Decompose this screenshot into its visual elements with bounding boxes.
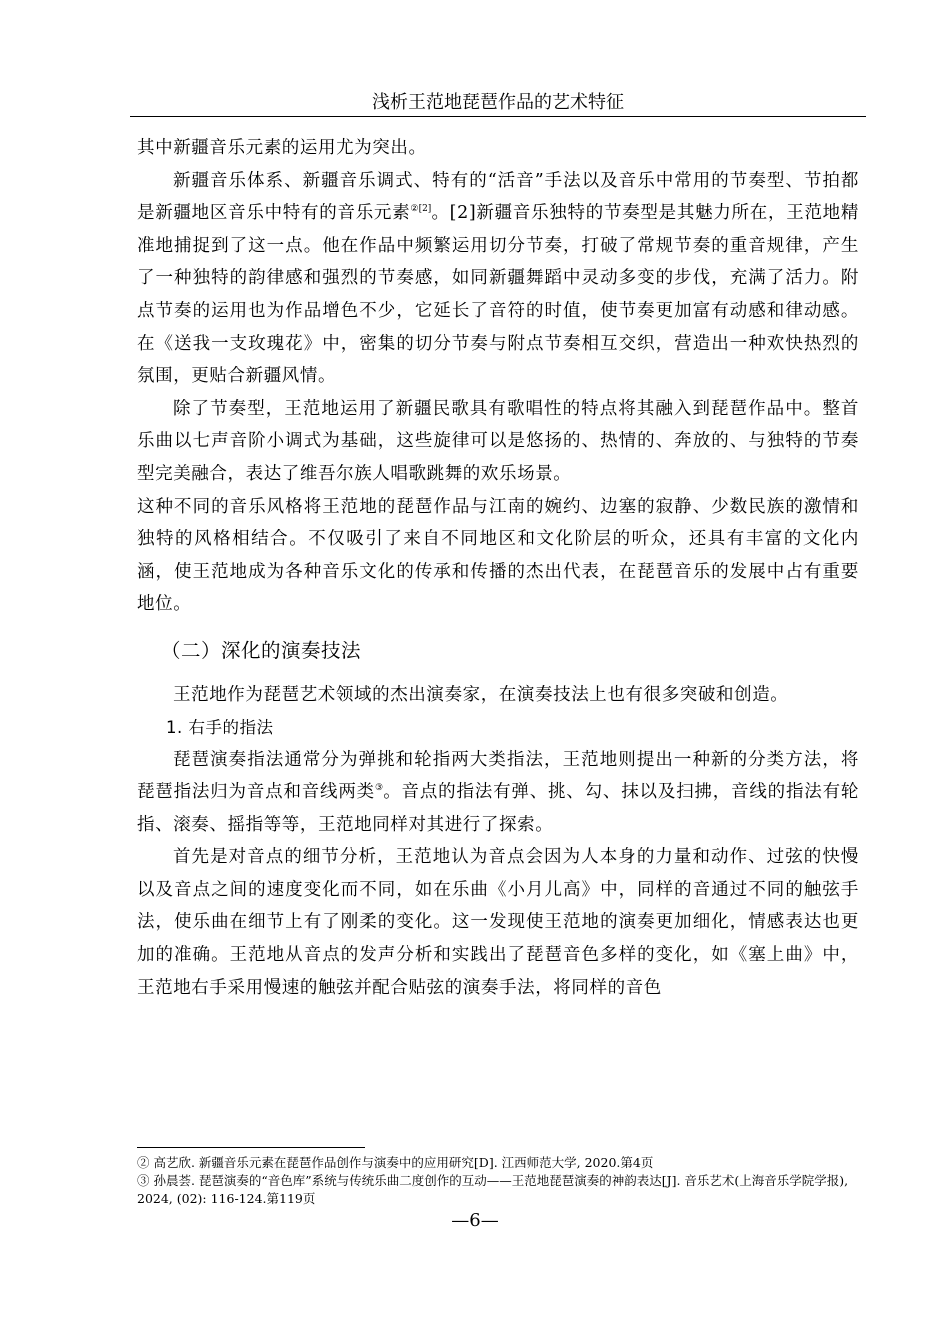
- paragraph-2-text-a: 新疆音乐体系、新疆音乐调式、特有的“活音”手法以及音乐中常用的节奏型、节拍都是新疆地区音乐中特有的音乐元素: [137, 170, 859, 224]
- paragraph-7: 首先是对音点的细节分析，王范地认为音点会因为人本身的力量和动作、过弦的快慢以及音点之间的速度变化而不同，如在乐曲《小月儿高》中，同样的音通过不同的触弦手法，使乐曲在细节上有了刚柔的变化。这一发现使王范地的演奏更加细化，情感表达也更加的准确。王范地从音点的发声分析和实践出了琵琶音色多样的变化，如《塞上曲》中，王范地右手采用慢速的触弦并配合贴弦的演奏手法，将同样的音色: [137, 847, 859, 998]
- paragraph-3: 除了节奏型，王范地运用了新疆民歌具有歌唱性的特点将其融入到琵琶作品中。整首乐曲以七声音阶小调式为基础，这些旋律可以是悠扬的、热情的、奔放的、与独特的节奏型完美融合，表达了维吾尔族人唱歌跳舞的欢乐场景。: [137, 398, 859, 484]
- paragraph-2-text-b: 。[2]新疆音乐独特的节奏型是其魅力所在，王范地精准地捕捉到了这一点。他在作品中频繁运用切分节奏，打破了常规节奏的重音规律，产生了一种独特的韵律感和强烈的节奏感，如同新疆舞蹈中灵动多变的步伐，充满了活力。附点节奏的运用也为作品增色不少，它延长了音符的时值，使节奏更加富有动感和律动感。在《送我一支玫瑰花》中，密集的切分节奏与附点节奏相互交织，营造出一种欢快热烈的氛围，更贴合新疆风情。: [137, 203, 859, 387]
- footnotes: [137, 1154, 867, 1208]
- paragraph-6-text-a: 琵琶演奏指法通常分为弹挑和轮指两大类指法，王范地则提出一种新的分类方法，将琵琶指法归为音点和音线两类: [137, 749, 859, 803]
- paragraph-1: 其中新疆音乐元素的运用尤为突出。: [137, 138, 427, 158]
- page-number: —6—: [451, 1210, 499, 1231]
- footnote-3: ③ 孙晨荟. 琵琶演奏的“音色库”系统与传统乐曲二度创作的互动——王范地琵琶演奏的神韵表达[J]. 音乐艺术(上海音乐学院学报), 2024, (02): 116-124.第119页: [137, 1173, 849, 1206]
- paragraph-6: [137, 744, 859, 842]
- footnote-ref-2: ②[2]: [410, 204, 432, 215]
- paragraph-5: 王范地作为琵琶艺术领域的杰出演奏家，在演奏技法上也有很多突破和创造。: [173, 684, 789, 705]
- header-rule: [130, 116, 866, 117]
- footnote-rule: [137, 1147, 365, 1148]
- main-content: [137, 132, 859, 1004]
- paragraph-6-text-b: 。音点的指法有弹、挑、勾、抹以及扫拂，音线的指法有轮指、滚奏、摇指等等，王范地同样对其进行了探索。: [137, 782, 859, 835]
- paragraph-4: 这种不同的音乐风格将王范地的琵琶作品与江南的婉约、边塞的寂静、少数民族的激情和独特的风格相结合。不仅吸引了来自不同地区和文化阶层的听众，还具有丰富的文化内涵，使王范地成为各种音乐文化的传承和传播的杰出代表，在琵琶音乐的发展中占有重要地位。: [137, 496, 859, 615]
- section-heading: （二）深化的演奏技法: [161, 638, 362, 662]
- running-header: 浅析王范地琵琶作品的艺术特征: [372, 92, 624, 113]
- sub-heading: 1. 右手的指法: [166, 717, 274, 737]
- footnote-ref-3: ③: [374, 783, 384, 794]
- footnote-2: ② 高艺欣. 新疆音乐元素在琵琶作品创作与演奏中的应用研究[D]. 江西师范大学, 2020.第4页: [137, 1155, 654, 1170]
- paragraph-2: [137, 165, 859, 393]
